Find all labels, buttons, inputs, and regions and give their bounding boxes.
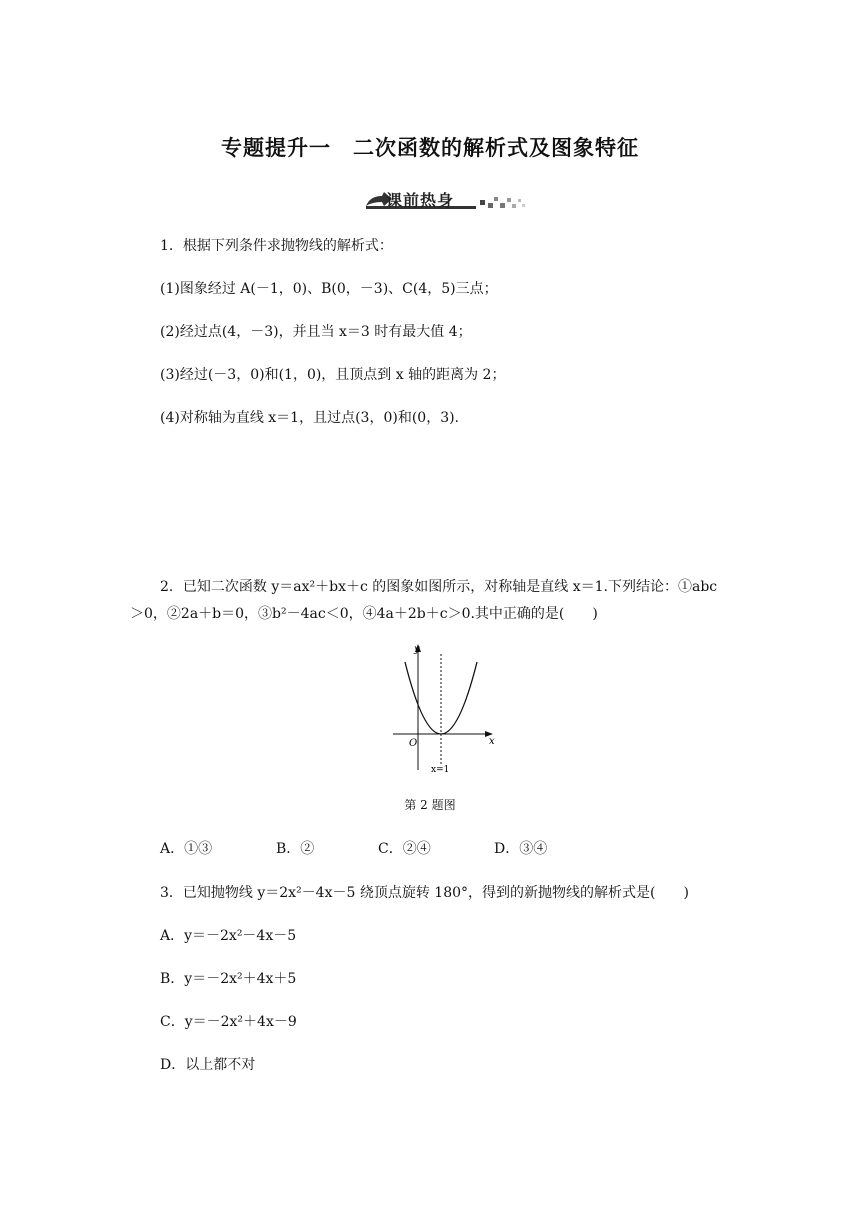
page-title: 专题提升一 二次函数的解析式及图象特征 — [221, 136, 639, 160]
q1-item-4: (4)对称轴为直线 x＝1，且过点(3，0)和(0，3). — [160, 410, 460, 426]
q2-choice-a: A．①③ — [160, 841, 213, 857]
q3-choice-d: D．以上都不对 — [160, 1057, 256, 1073]
figure-caption: 第 2 题图 — [404, 798, 456, 812]
q3-stem: 3．已知抛物线 y＝2x²－4x－5 绕顶点旋转 180°，得到的新抛物线的解析式是( ) — [160, 885, 689, 901]
banner-label: 课前热身 — [386, 191, 455, 210]
q1-item-2: (2)经过点(4，－3)，并且当 x＝3 时有最大值 4； — [160, 324, 472, 340]
q2-stem-line-2: ＞0，②2a＋b＝0，③b²－4ac＜0，④4a＋2b＋c＞0.其中正确的是( ) — [130, 606, 598, 622]
q2-choice-c: C．②④ — [378, 841, 431, 857]
y-axis-label: y — [414, 644, 420, 655]
q1-item-3: (3)经过(－3，0)和(1，0)，且顶点到 x 轴的距离为 2； — [160, 367, 506, 383]
q3-choice-b: B．y＝－2x²＋4x＋5 — [160, 971, 297, 987]
section-banner — [364, 186, 528, 214]
q1-item-1: (1)图象经过 A(－1，0)、B(0，－3)、C(4，5)三点； — [160, 281, 498, 297]
parabola-figure — [385, 640, 500, 775]
q3-choice-c: C．y＝－2x²＋4x－9 — [160, 1014, 297, 1030]
symmetry-axis-label: x=1 — [431, 765, 450, 775]
origin-label: O — [409, 738, 418, 749]
x-axis-label: x — [489, 736, 495, 747]
q3-choice-a: A．y＝－2x²－4x－5 — [160, 928, 297, 944]
q1-stem: 1．根据下列条件求抛物线的解析式： — [160, 238, 393, 254]
q2-choice-b: B．② — [276, 841, 315, 857]
q2-stem-line-1: 2．已知二次函数 y＝ax²＋bx＋c 的图象如图所示，对称轴是直线 x＝1.下列结论：①abc — [160, 579, 718, 595]
q2-choice-d: D．③④ — [494, 841, 548, 857]
